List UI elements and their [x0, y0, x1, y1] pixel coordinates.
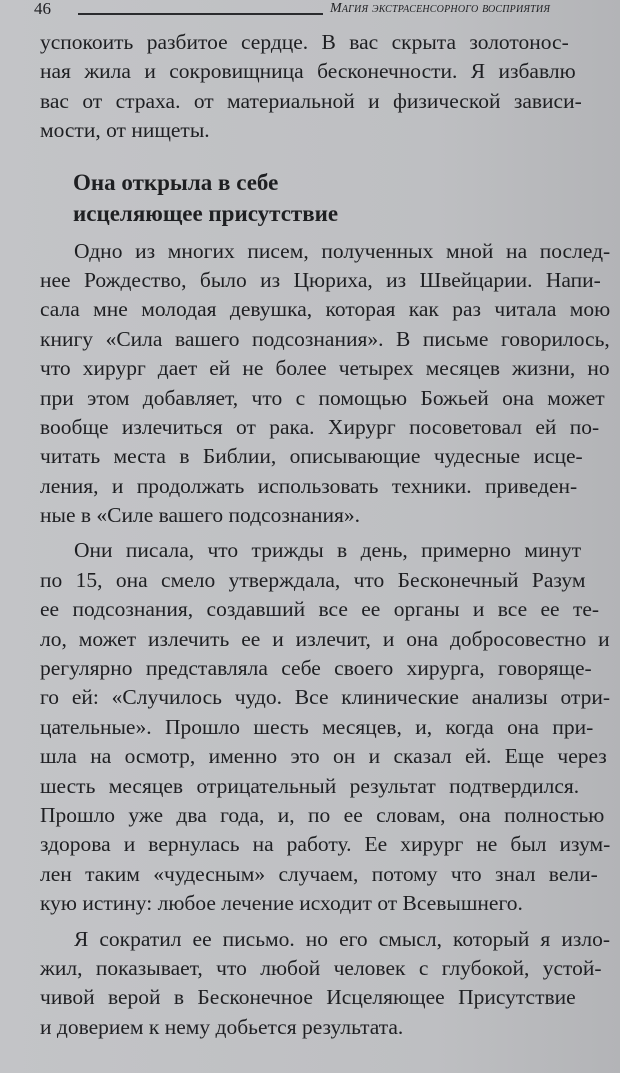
- paragraph-letter: [40, 237, 610, 531]
- text-line: и доверием к нему добьется результата.: [40, 1014, 404, 1039]
- intro-paragraph: [40, 28, 610, 146]
- text-line: что хирург дает ей не более четырех месяцев жизни, но: [40, 356, 610, 381]
- text-line: здорова и вернулась на работу. Ее хирург не был изум-: [40, 832, 611, 857]
- text-line: при этом добавляет, что с помощью Божьей она может: [40, 385, 605, 410]
- text-line: Она открыла в себе: [73, 169, 279, 195]
- text-line: ее подсознания, создавший все ее органы и все ее те-: [40, 597, 600, 622]
- text-line: по 15, она смело утверждала, что Бесконечный Разум: [40, 567, 586, 592]
- page-header: [0, 0, 620, 24]
- text-line: чивой верой в Бесконечное Исцеляющее Присутствие: [40, 985, 576, 1010]
- text-line: успокоить разбитое сердце. В вас скрыта золотонос-: [40, 30, 569, 54]
- text-line: ло, может излечить ее и излечит, и она добросовестно и: [40, 626, 610, 651]
- text-line: ная жила и сокровищница бесконечности. Я избавлю: [40, 59, 576, 84]
- section-heading: [73, 167, 610, 229]
- text-line: мости, от нищеты.: [40, 118, 210, 143]
- text-line: го ей: «Случилось чудо. Все клинические анализы отри-: [40, 685, 611, 710]
- text-line: лен таким «чудесным» случаем, потому что знал вели-: [40, 861, 598, 886]
- text-line: шла на осмотр, именно это он и сказал ей. Еще через: [40, 744, 607, 769]
- text-line: вас от страха. от материальной и физической зависи-: [40, 88, 582, 113]
- running-title: Магия экстрасенсорного восприятия: [330, 1, 551, 16]
- page-content: [40, 28, 610, 1042]
- paragraph-conclusion: [40, 925, 610, 1043]
- text-line: жил, показывает, что любой человек с глубокой, устой-: [40, 955, 602, 980]
- header-rule: [78, 13, 323, 15]
- text-line: Я сократил ее письмо. но его смысл, который я изло-: [74, 926, 610, 951]
- text-line: ления, и продолжать использовать техники. приведен-: [40, 473, 578, 498]
- text-line: нее Рождество, было из Цюриха, из Швейцарии. Напи-: [40, 267, 601, 292]
- text-line: книгу «Сила вашего подсознания». В письме говорилось,: [40, 326, 610, 351]
- paragraph-affirmation: [40, 536, 610, 918]
- text-line: регулярно представляла себе своего хирурга, говоряще-: [40, 656, 592, 681]
- text-line: шесть месяцев отрицательный результат подтвердился.: [40, 773, 580, 798]
- text-line: вообще излечиться от рака. Хирург посоветовал ей по-: [40, 414, 600, 439]
- text-line: Они писала, что трижды в день, примерно минут: [74, 538, 582, 563]
- text-line: Одно из многих писем, полученных мной на послед-: [74, 238, 611, 263]
- text-line: цательные». Прошло шесть месяцев, и, когда она при-: [40, 714, 594, 739]
- text-line: ные в «Силе вашего подсознания».: [40, 503, 360, 528]
- text-line: читать места в Библии, описывающие чудесные исце-: [40, 444, 583, 469]
- text-line: исцеляющее присутствие: [73, 200, 339, 226]
- page-number: 46: [34, 0, 51, 18]
- text-line: кую истину: любое лечение исходит от Всевышнего.: [40, 891, 523, 916]
- text-line: сала мне молодая девушка, которая как раз читала мою: [40, 297, 611, 322]
- text-line: Прошло уже два года, и, по ее словам, она полностью: [40, 802, 605, 827]
